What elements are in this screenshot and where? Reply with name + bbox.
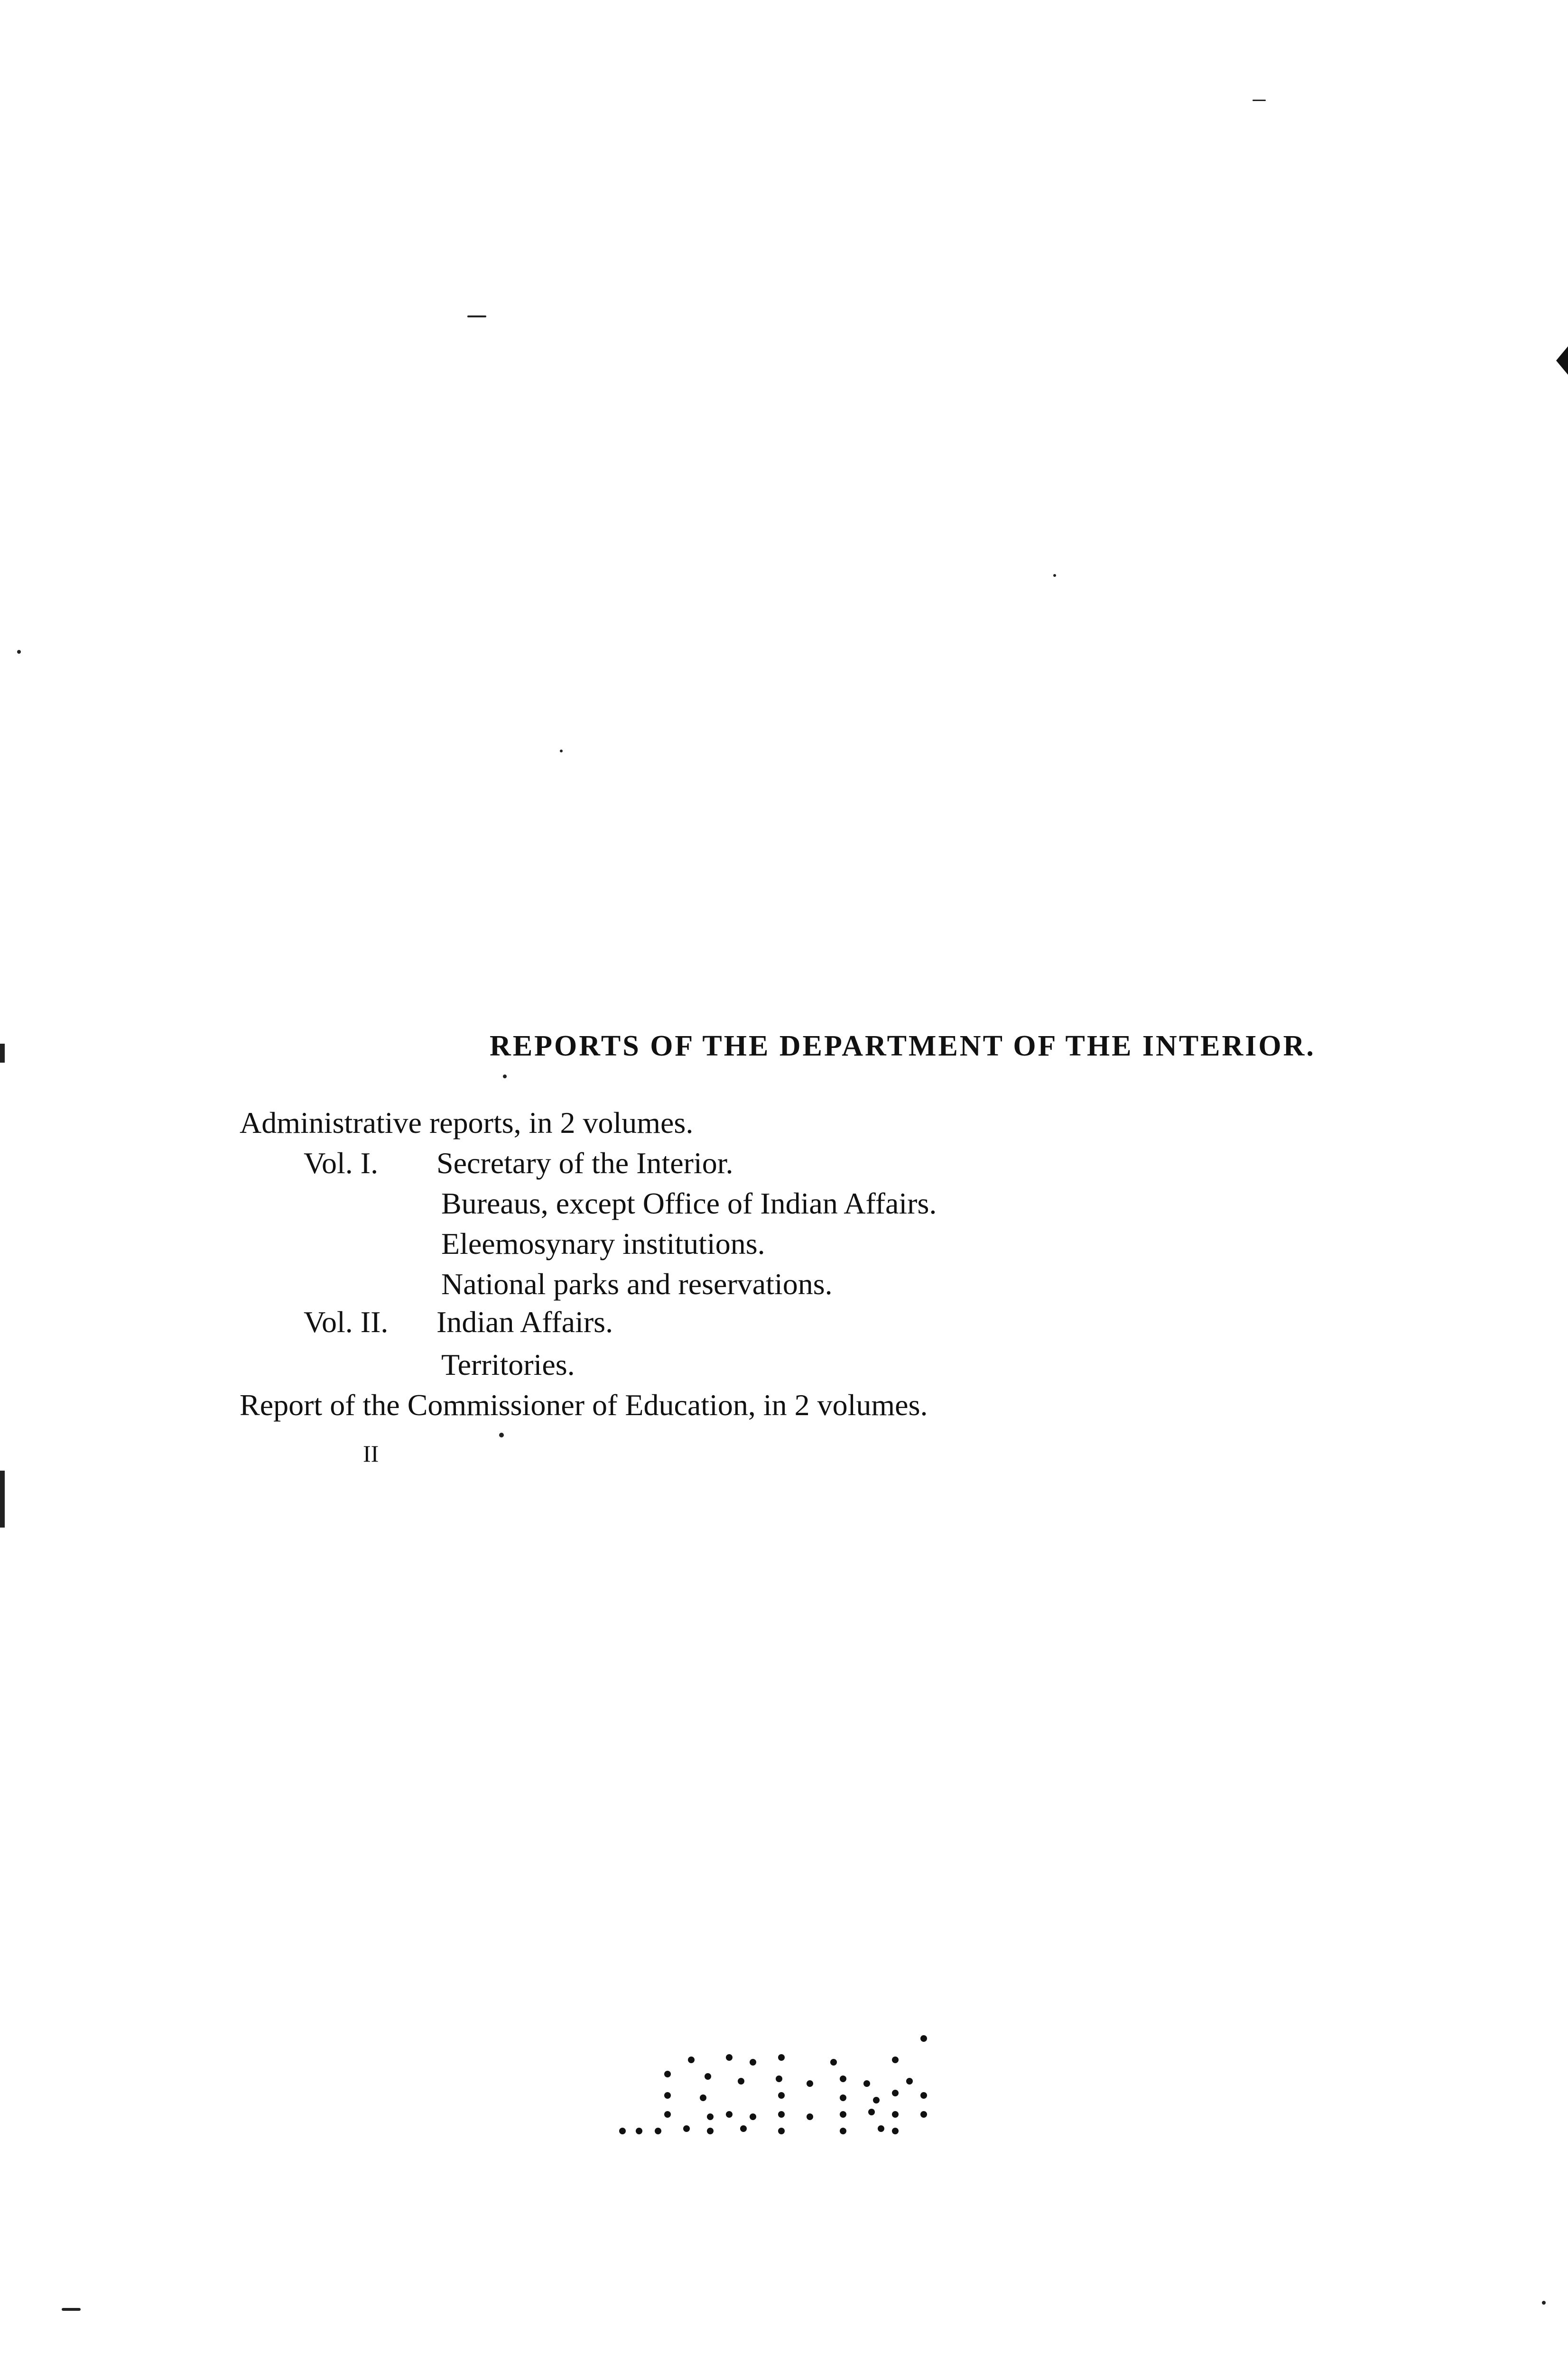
scan-speck (503, 1075, 507, 1078)
scan-speck (1542, 2301, 1546, 2305)
scan-speck (1253, 100, 1266, 101)
scan-speck (499, 1433, 504, 1437)
vol-two-item-territories: Territories. (441, 1348, 575, 1381)
vol-one-item-bureaus: Bureaus, except Office of Indian Affairs. (441, 1186, 937, 1220)
right-edge-mark (1556, 346, 1568, 375)
scan-speck (560, 750, 563, 752)
vol-one-item-eleemosynary: Eleemosynary institutions. (441, 1227, 765, 1260)
page-marker: II (363, 1440, 379, 1467)
page-title: REPORTS OF THE DEPARTMENT OF THE INTERIOR. (490, 1030, 1316, 1062)
scan-speck (1053, 574, 1056, 577)
left-edge-mark (0, 1044, 5, 1063)
vol-one-item-secretary: Secretary of the Interior. (436, 1146, 733, 1180)
vol-one-label: Vol. I. (304, 1146, 379, 1180)
admin-reports-line: Administrative reports, in 2 volumes. (240, 1106, 694, 1140)
vol-two-item-indian-affairs: Indian Affairs. (436, 1305, 613, 1339)
left-edge-mark (0, 1471, 5, 1528)
scan-speck (467, 315, 486, 317)
scan-speck (62, 2308, 81, 2311)
scan-speck (17, 650, 21, 654)
education-report-line: Report of the Commissioner of Education, in 2 volumes. (240, 1388, 928, 1422)
vol-two-label: Vol. II. (304, 1305, 389, 1339)
vol-one-item-parks: National parks and reservations. (441, 1267, 833, 1301)
